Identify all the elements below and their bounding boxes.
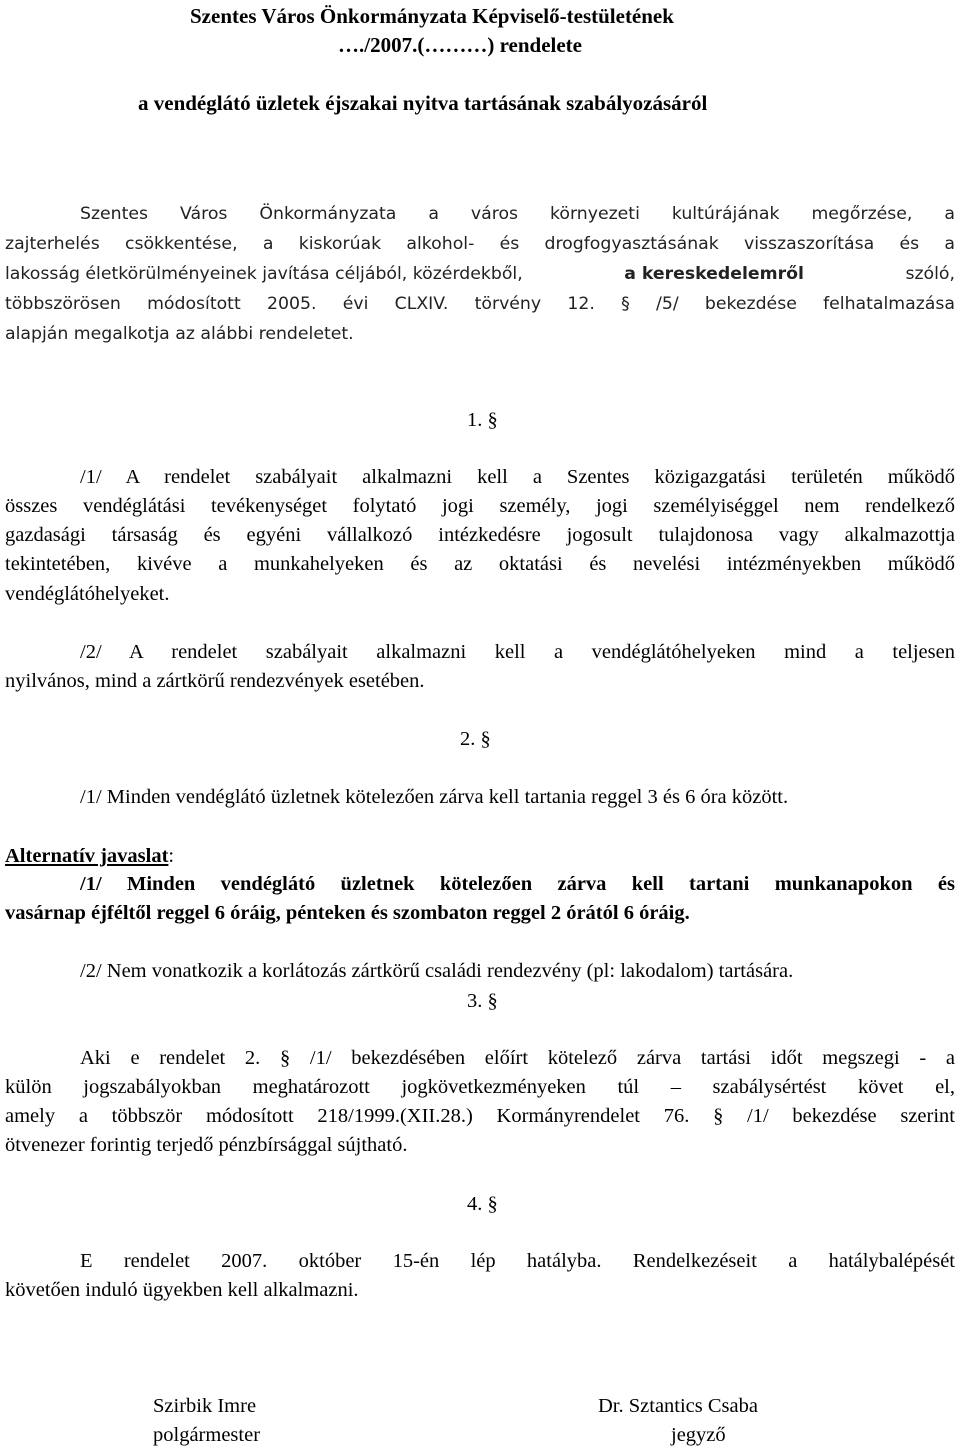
section2-p1: /1/ Minden vendéglátó üzletnek kötelezően zárva kell tartania reggel 3 és 6 óra között.	[80, 786, 789, 808]
section1-p1-line-4: tekintetében, kivéve a munkahelyeken és az oktatási és nevelési intézményekben működő	[5, 553, 955, 575]
signature-left-title: polgármester	[153, 1424, 261, 1446]
preamble-line-3	[5, 264, 955, 284]
section2-heading: 2. §	[460, 728, 491, 750]
preamble-line-2: zajterhelés csökkentése, a kiskorúak alkohol- és drogfogyasztásának visszaszorítása és a	[5, 234, 955, 254]
header-line1: Szentes Város Önkormányzata Képviselő-testületének	[190, 4, 674, 28]
preamble-line-4: többszörösen módosított 2005. évi CLXIV. törvény 12. § /5/ bekezdése felhatalmazása	[5, 294, 955, 314]
preamble-line-3-end: szóló,	[905, 264, 955, 284]
section3-line-3: amely a többször módosított 218/1999.(XII.28.) Kormányrendelet 76. § /1/ bekezdése szerint	[5, 1105, 955, 1127]
section3-line-4: ötvenezer forintig terjedő pénzbírsággal sújtható.	[5, 1134, 408, 1156]
section1-p1-line-2: összes vendéglátási tevékenységet folytató jogi személy, jogi személyiséggel nem rendelkező	[5, 495, 955, 517]
section1-p2-line-2: nyilvános, mind a zártkörű rendezvények esetében.	[5, 670, 425, 692]
alt-proposal-line-2: vasárnap éjféltől reggel 6 óráig, pénteken és szombaton reggel 2 órától 6 óráig.	[5, 902, 690, 924]
section2-p2: /2/ Nem vonatkozik a korlátozás zártkörű családi rendezvény (pl: lakodalom) tartására.	[80, 960, 794, 982]
header-subject: a vendéglátó üzletek éjszakai nyitva tartásának szabályozásáról	[138, 91, 708, 115]
signature-right-title: jegyző	[671, 1424, 726, 1446]
section3-heading: 3. §	[467, 990, 498, 1012]
section3-line-2: külön jogszabályokban meghatározott jogkövetkezményeken túl – szabálysértést követ el,	[5, 1076, 955, 1098]
preamble-line-3-text: lakosság életkörülményeinek javítása céljából, közérdekből,	[5, 264, 523, 284]
alt-proposal-label-line	[5, 845, 174, 868]
section1-p1-line-5: vendéglátóhelyeket.	[5, 583, 170, 605]
preamble-law-name: a kereskedelemről	[624, 264, 804, 284]
header-line2: …./2007.(………) rendelete	[338, 33, 582, 57]
section1-p2-line-1: /2/ A rendelet szabályait alkalmazni kell a vendéglátóhelyeken mind a teljesen	[80, 641, 955, 663]
signature-left-name: Szirbik Imre	[153, 1395, 257, 1417]
alt-proposal-line-1: /1/ Minden vendéglátó üzletnek kötelezően zárva kell tartani munkanapokon és	[80, 873, 955, 895]
preamble-line-5: alapján megalkotja az alábbi rendeletet.	[5, 324, 354, 344]
section1-heading: 1. §	[467, 409, 498, 431]
preamble-line-1: Szentes Város Önkormányzata a város környezeti kultúrájának megőrzése, a	[80, 204, 955, 224]
signature-right-name: Dr. Sztantics Csaba	[598, 1395, 758, 1417]
section4-heading: 4. §	[467, 1193, 498, 1215]
alt-proposal-colon: :	[168, 845, 175, 867]
section4-line-1: E rendelet 2007. október 15-én lép hatályba. Rendelkezéseit a hatálybalépését	[80, 1250, 955, 1272]
section1-p1-line-1: /1/ A rendelet szabályait alkalmazni kell a Szentes közigazgatási területén működő	[80, 466, 955, 488]
alt-proposal-label: Alternatív javaslat	[5, 845, 169, 867]
section3-line-1: Aki e rendelet 2. § /1/ bekezdésében előírt kötelező zárva tartási időt megszegi - a	[80, 1047, 955, 1069]
section1-p1-line-3: gazdasági társaság és egyéni vállalkozó intézkedésre jogosult tulajdonosa vagy alkalmazottja	[5, 524, 955, 546]
section4-line-2: követően induló ügyekben kell alkalmazni.	[5, 1279, 359, 1301]
